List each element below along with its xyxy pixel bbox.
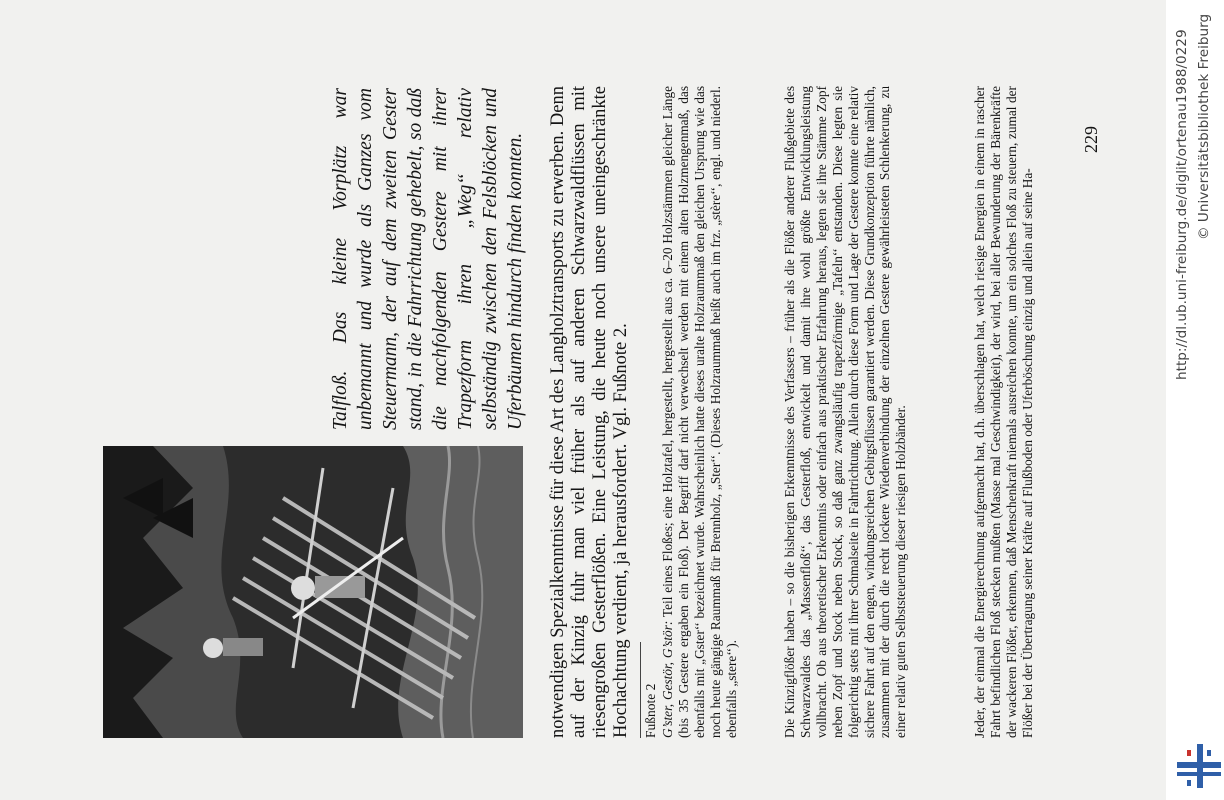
footnote-title: Fußnote 2 xyxy=(643,683,658,738)
source-sidebar xyxy=(1166,0,1224,800)
page-number: 229 xyxy=(1081,126,1101,153)
footnote-term: G’ster, Gestör, G’stör: xyxy=(660,620,675,738)
footnote-divider xyxy=(640,642,641,738)
copyright-notice: © Universitätsbibliothek Freiburg xyxy=(1196,13,1212,240)
raft-engraving-image xyxy=(103,446,523,738)
source-url-link[interactable]: http://dl.ub.uni-freiburg.de/diglit/ortenau1988/0229 xyxy=(1174,29,1190,380)
source-text-block xyxy=(1166,0,1224,800)
ub-freiburg-logo-icon xyxy=(1177,744,1221,788)
footnote-text: Teil eines Floßes; eine Holztafel, hergestellt, hergestellt aus ca. 6–20 Holzstämmen gleicher Länge (bis 35 Gestere ergaben ein Floß). Der Begriff darf nicht verwechselt werden mit einem alten Holzmengenmaß, das ebenfalls mit „Gster‘‘ bezeichnet wurde. Wahrscheinlich hatte dieses uralte Holzraummaß den gleichen Ursprung wie das noch heute gängige Raummaß für Brennholz, „Ster‘‘. (Dieses Holzraummaß heißt auch im frz. „stère‘‘, engl. und niederl. ebenfalls „stere‘‘). xyxy=(660,85,739,738)
raft-illustration xyxy=(103,446,523,738)
main-paragraph: notwendigen Spezialkenntnisse für diese Art des Langholztransports zu erwerben. Denn auf der Kinzig fuhr man viel früher als auf anderen Schwarzwaldflüssen mit riesengroßen Gesterflößen. Eine Leistung, die heute noch unsere uneingeschränkte Hochachtung verdient, ja herausfordert. Vgl. Fußnote 2. xyxy=(548,86,631,738)
footnote-body xyxy=(660,86,740,738)
body-paragraph-3: Jeder, der einmal die Energierechnung aufgemacht hat, d.h. überschlagen hat, welch riesige Energien in einem in rascher Fahrt befindlichen Floß stecken mußten (Masse mal Geschwindigkeit), der wird, bei aller Bewunderung der Bärenkräfte der wackeren Flößer, erkennen, daß Menschenkraft niemals ausreichen konnte, um ein solches Floß zu steuern, zumal der Flößer bei der Übertragung seiner Kräfte auf Flußboden oder Uferböschung einzig und allein auf seine Ha- xyxy=(972,86,1035,738)
illustration-caption: Talfloß. Das kleine Vorplätz war unbemannt und wurde als Ganzes vom Steuermann, der auf dem zweiten Gester stand, in die Fahrrichtung gehebelt, so daß die nachfolgenden Gestere mit ihrer Trapezform ihren „Weg‘‘ relativ selbständig zwischen den Felsblöcken und Uferbäumen hindurch finden konnten. xyxy=(329,88,526,430)
body-paragraph-2: Die Kinzigflößer haben – so die bisherigen Erkenntnisse des Verfassers – früher als die Flößer anderer Flußgebiete des Schwarzwaldes das „Massenfloß‘‘, das Gesterfloß, entwickelt und damit ihre wohl größte Entwicklungsleistung vollbracht. Ob aus theoretischer Erkenntnis oder einfach aus praktischer Erfahrung heraus, legten sie ihre Stämme Zopf neben Zopf und Stock neben Stock, so daß ganz zwangsläufig trapezförmige „Tafeln‘‘ entstanden. Diese legten sie folgerichtig stets mit ihrer Schmalseite in Fahrtrichtung. Allein durch diese Form und Lage der Gestere konnte eine relativ sichere Fahrt auf den engen, windungsreichen Gebirgsflüssen garantiert werden. Diese Grundkonzeption führte nämlich, zusammen mit der durch die recht lockere Wiedenverbindung der einzelnen Gestere gewährleisteten Schlenkerung, zu einer relativ guten Selbststeuerung dieser riesigen Holzbänder. xyxy=(782,86,909,738)
